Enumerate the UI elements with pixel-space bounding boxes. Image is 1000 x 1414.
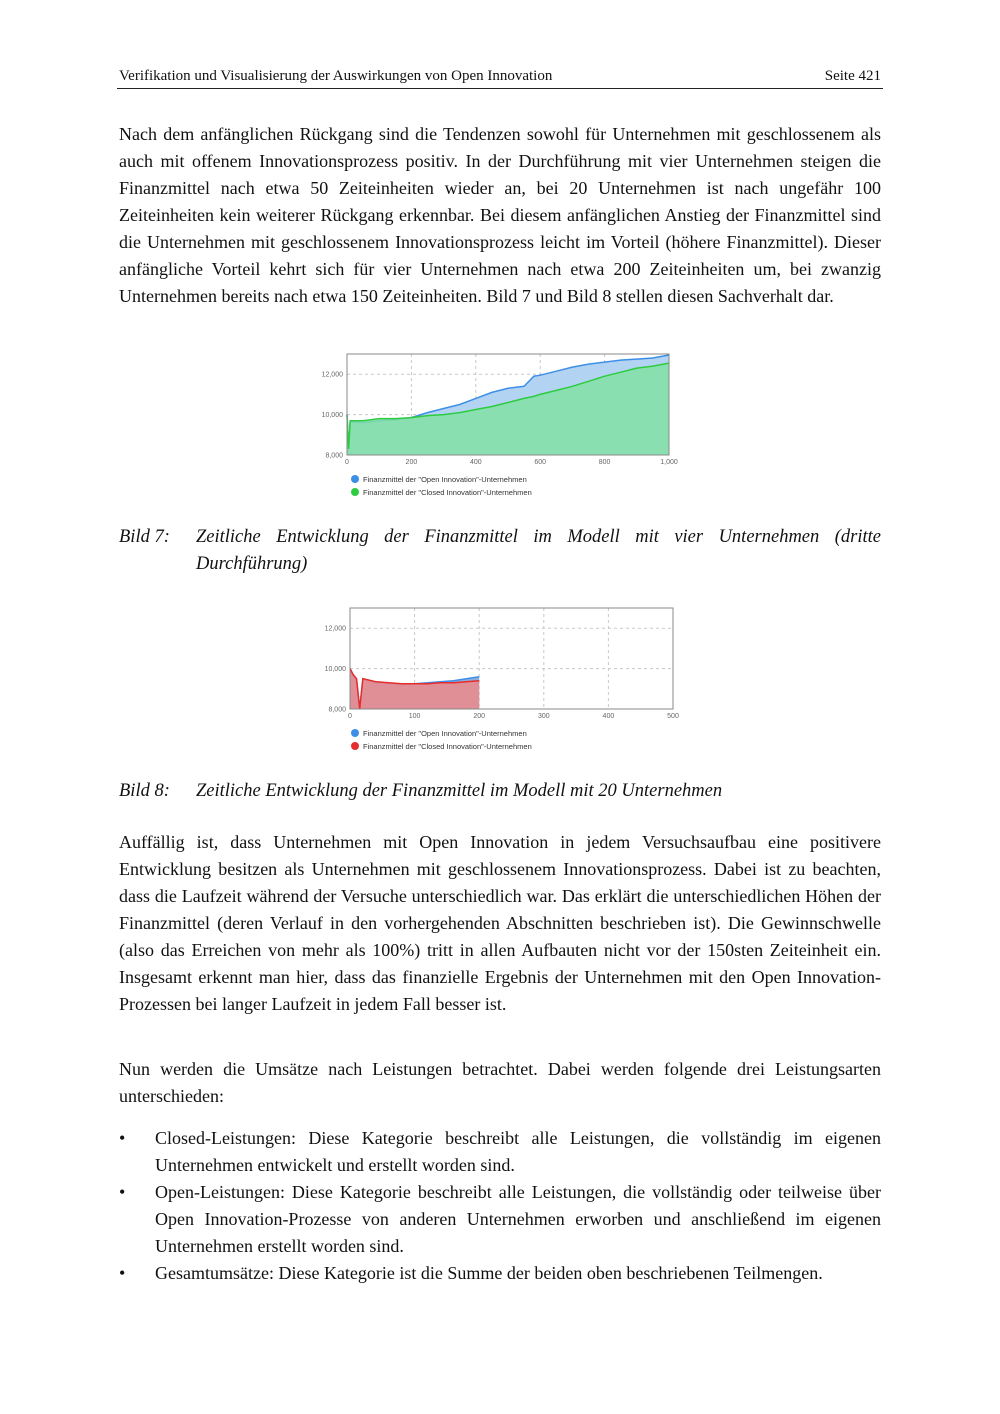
x-tick-label: 600 — [534, 459, 547, 466]
legend-label: Finanzmittel der "Open Innovation"-Unternehmen — [363, 729, 527, 738]
x-tick-label: 300 — [537, 713, 550, 720]
legend-marker-icon — [351, 742, 359, 750]
x-tick-label: 200 — [405, 459, 418, 466]
paragraph-categories-intro: Nun werden die Umsätze nach Leistungen betrachtet. Dabei werden folgende drei Leistungsarten unterschieden: — [119, 1059, 881, 1106]
y-tick-label: 8,000 — [325, 452, 343, 460]
y-tick-label: 12,000 — [321, 371, 343, 379]
x-tick-label: 200 — [473, 713, 486, 720]
caption-text-line2: Durchführung) — [196, 554, 308, 574]
x-tick-label: 400 — [469, 459, 482, 466]
caption-text: Zeitliche Entwicklung der Finanzmittel im Modell mit 20 Unternehmen — [196, 781, 723, 801]
bullet-icon: • — [119, 1128, 126, 1148]
paragraph-intro: Nach dem anfänglichen Rückgang sind die Tendenzen sowohl für Unternehmen mit geschlossenem als auch mit offenem Innovationsprozess positiv. In der Durchführung mit vier Unternehmen steigen die Finanzmittel nach etwa 50 Zeiteinheiten wieder an, bei 20 Unternehmen ist nach ungefähr 100 Zeiteinheiten kein weiterer Rückgang erkennbar. Bei diesem anfänglichen Anstieg der Finanzmittel sind die Unternehmen mit geschlossenem Innovationsprozess leicht im Vorteil (höhere Finanzmittel). Dieser anfängliche Vorteil kehrt sich für vier Unternehmen nach etwa 200 Zeiteinheiten um, bei zwanzig Unternehmen bereits nach etwa 150 Zeiteinheiten. Bild 7 und Bild 8 stellen diesen Sachverhalt dar. — [119, 124, 881, 306]
caption-label: Bild 7: — [119, 527, 170, 547]
x-tick-label: 0 — [345, 459, 349, 466]
bullet-icon: • — [119, 1182, 126, 1202]
y-tick-label: 10,000 — [321, 412, 343, 420]
y-tick-label: 8,000 — [328, 706, 346, 714]
legend-marker-icon — [351, 475, 359, 483]
y-tick-label: 12,000 — [324, 625, 346, 633]
x-tick-label: 1,000 — [660, 459, 678, 466]
caption-bild8 — [119, 778, 881, 808]
x-tick-label: 0 — [348, 713, 352, 720]
list-item: • Closed-Leistungen: Diese Kategorie beschreibt alle Leistungen, die vollständig im eigenen Unternehmen entwickelt und erstellt worden sind. — [119, 1125, 881, 1179]
running-title: Verifikation und Visualisierung der Auswirkungen von Open Innovation — [119, 68, 553, 84]
x-tick-label: 400 — [602, 713, 615, 720]
legend-label: Finanzmittel der "Closed Innovation"-Unternehmen — [363, 742, 532, 751]
legend-label: Finanzmittel der "Closed Innovation"-Unternehmen — [363, 488, 532, 497]
x-tick-label: 100 — [408, 713, 421, 720]
legend-marker-icon — [351, 729, 359, 737]
y-tick-label: 10,000 — [324, 666, 346, 674]
paragraph-comparison: Auffällig ist, dass Unternehmen mit Open Innovation in jedem Versuchsaufbau eine positivere Entwicklung besitzen als Unternehmen mit geschlossenem Innovationsprozess. Dabei ist zu beachten, dass die Laufzeit während der Versuche unterschiedlich war. Das erklärt die unterschiedlichen Höhen der Finanzmittel (deren Verlauf in den vorhergehenden Abschnitten beschrieben ist). Die Gewinnschwelle (also das Erreichen von mehr als 100%) tritt in allen Aufbauten nicht vor der 150sten Zeiteinheit ein. Insgesamt erkennt man hier, dass das finanzielle Ergebnis der Unternehmen mit den Open Innovation-Prozessen bei langer Laufzeit in jedem Fall besser ist. — [119, 832, 881, 1014]
x-tick-label: 500 — [667, 713, 679, 720]
bullet-icon: • — [119, 1263, 126, 1283]
chart-bild8 — [310, 597, 690, 763]
caption-label: Bild 8: — [119, 781, 170, 801]
legend-marker-icon — [351, 488, 359, 496]
list-item: • Gesamtumsätze: Diese Kategorie ist die Summe der beiden oben beschriebenen Teilmengen. — [119, 1260, 881, 1287]
chart-bild7 — [310, 343, 690, 509]
caption-text-line1: Zeitliche Entwicklung der Finanzmittel im Modell mit vier Unternehmen (dritte — [196, 527, 881, 547]
page-header — [117, 66, 883, 89]
caption-bild7 — [119, 524, 881, 584]
category-list — [119, 1125, 881, 1287]
list-item: • Open-Leistungen: Diese Kategorie beschreibt alle Leistungen, die vollständig oder teilweise über Open Innovation-Prozesse von anderen Unternehmen erworben und anschließend im eigenen Unternehmen erstellt worden sind. — [119, 1179, 881, 1260]
page-number: Seite 421 — [824, 68, 881, 84]
x-tick-label: 800 — [598, 459, 611, 466]
legend-label: Finanzmittel der "Open Innovation"-Unternehmen — [363, 475, 527, 484]
